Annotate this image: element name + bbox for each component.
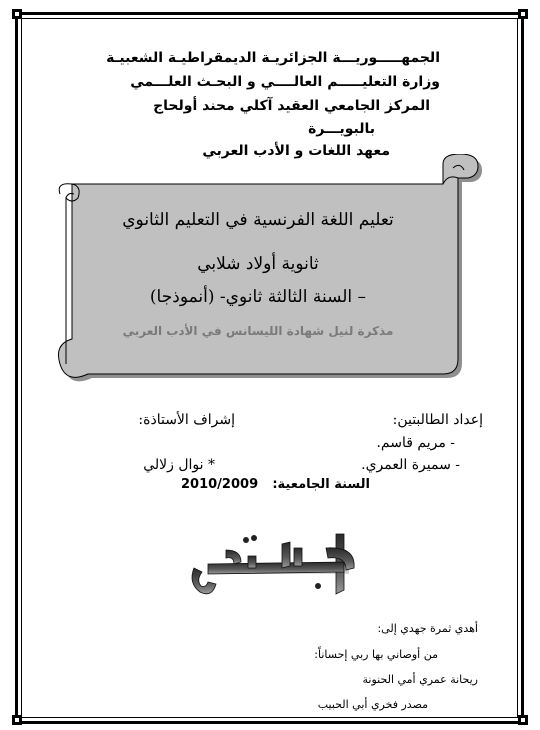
header-ministry: وزارة التعليـــــم العالــــي و البحـث العلـــمي bbox=[130, 74, 440, 90]
grade-level: – السنة الثالثة ثانوي- (أنموذجا) bbox=[149, 287, 367, 307]
degree-subtitle: مذكرة لنيل شهادة الليسانس في الأدب العربي bbox=[122, 324, 394, 338]
border-corner-ornament bbox=[518, 9, 528, 19]
supervisor-label: إشراف الأستاذة: bbox=[138, 412, 235, 428]
header-university: المركز الجامعي العقيد آكلي محند أولحاج bbox=[153, 98, 430, 114]
header-institute: معهد اللغات و الأدب العربي bbox=[202, 143, 390, 159]
school-name: ثانوية أولاد شلابي bbox=[197, 254, 319, 274]
students-label: إعداد الطالبتين: bbox=[392, 412, 483, 428]
dedication-line: من أوصاني بها ربي إحساناً: bbox=[314, 648, 438, 661]
academic-year-value: 2010/2009 bbox=[181, 477, 259, 492]
student-name-1: - مريم قاسم. bbox=[376, 435, 455, 451]
student-name-2: - سميرة العمري. bbox=[361, 457, 460, 473]
border-corner-ornament bbox=[518, 715, 528, 725]
dedication-line: أهدي ثمرة جهدي إلى: bbox=[377, 622, 478, 635]
calligraphy-dot bbox=[315, 583, 321, 589]
header-city: بالبويـــرة bbox=[308, 121, 375, 137]
thesis-title: تعليم اللغة الفرنسية في التعليم الثانوي bbox=[122, 210, 394, 230]
header-republic: الجمهـــــوريـــة الجزائريـة الديمقراطيـة الشعبيـة bbox=[106, 50, 440, 66]
title-scroll-banner bbox=[48, 154, 488, 386]
dedication-calligraphy bbox=[186, 528, 376, 608]
border-corner-ornament bbox=[12, 9, 22, 19]
dedication-line: مصدر فخري أبي الحبيب bbox=[317, 698, 428, 711]
dedication-line: ريحانة عمري أمي الحنونة bbox=[362, 673, 478, 686]
supervisor-name: * نوال زلالي bbox=[143, 457, 215, 473]
border-corner-ornament bbox=[12, 715, 22, 725]
calligraphy-art bbox=[186, 528, 376, 608]
academic-year-label: السنة الجامعية: bbox=[272, 477, 370, 492]
